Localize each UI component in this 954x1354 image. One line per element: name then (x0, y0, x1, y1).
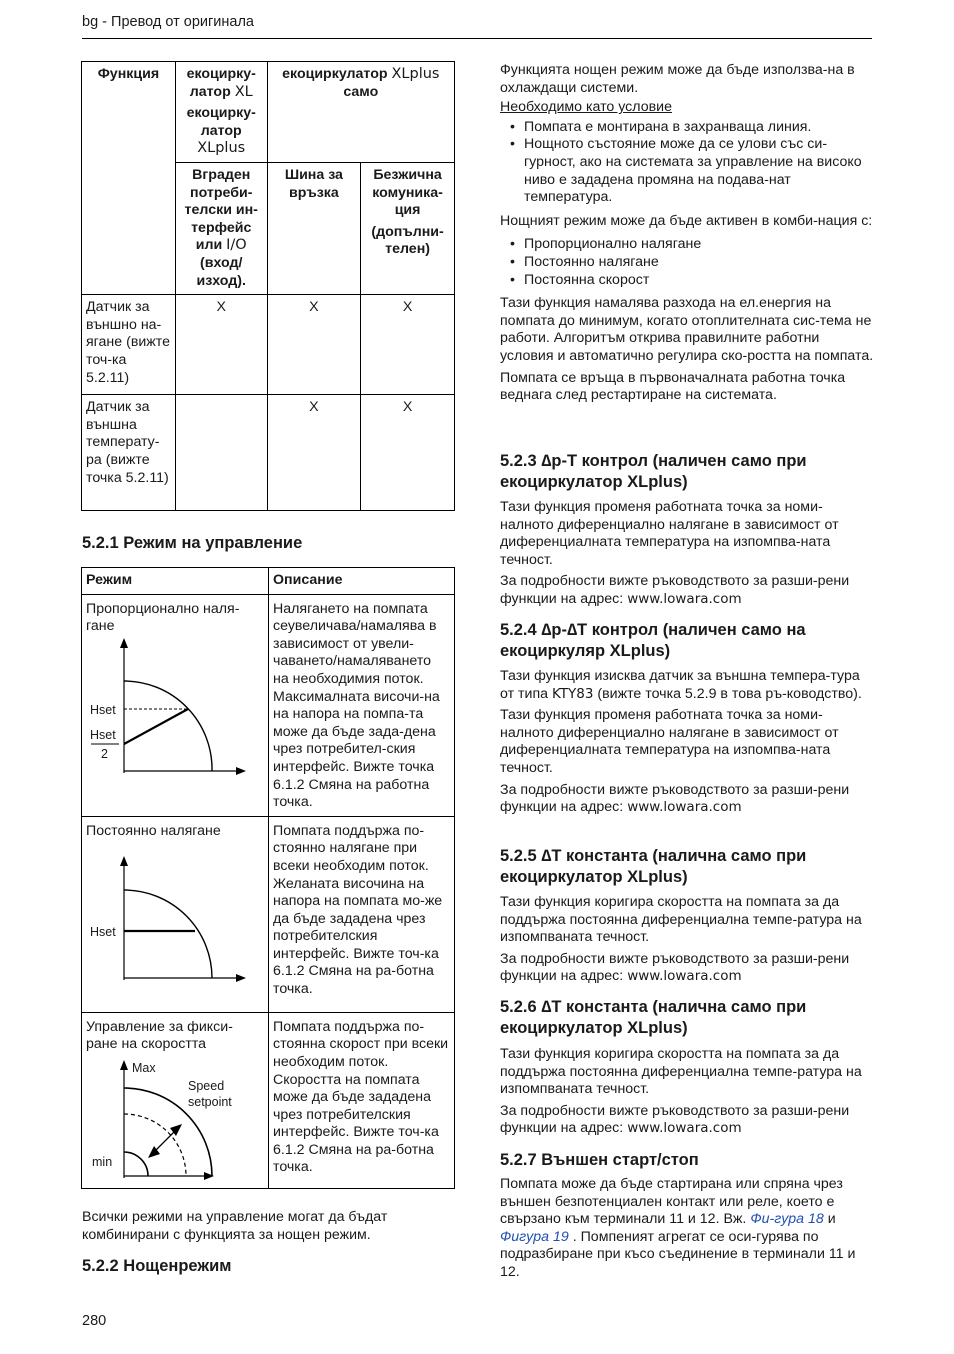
hset-label: Hset (90, 702, 116, 717)
url-link[interactable]: www.lowara.com (627, 590, 742, 607)
mode-description: Налягането на помпата сеувеличава/намалява в зависимост от увели-чаването/намаляването на необходимия поток. Максималната височи-на на напора на помпа-та може да бъде зада-дена чрез потребител-ския интерфейс. Вижте точка 6.1.2 Смяна на работна точка. (269, 594, 455, 816)
col-function: Функция (82, 62, 176, 295)
paragraph: Нощният режим може да бъде активен в комби-нация с: (500, 212, 873, 229)
paragraph: Тази функция коригира скоростта на помпата за да поддържа постоянна диференциална темпе-ратура на изпомпваната течност. (500, 894, 862, 946)
max-label: Max (132, 1060, 156, 1075)
cell-mark: X (361, 395, 455, 511)
page-number: 280 (82, 1313, 107, 1329)
list-item: • Помпата е монтирана в захранваща линия. (500, 119, 875, 137)
paragraph: Тази функция намалява разхода на ел.енергия на помпата до минимум, когато отоплителната сис-тема не работи. Алгоритъм открива правилните работни условия и автоматично регулира ско-ростта на помпата. (500, 295, 874, 364)
list-item: • Постоянна скорост (500, 272, 875, 290)
row-label: Датчик за външна температу-ра (вижте точка 5.2.11) (82, 395, 176, 511)
fixed-speed-diagram (86, 1054, 264, 1184)
table-row (82, 1012, 455, 1188)
header-rule (82, 38, 872, 39)
section-title-525: 5.2.5 ∆T константа (налична само при екоциркулатор XLplus) (500, 847, 807, 886)
table-row (82, 594, 455, 816)
section-title-527: 5.2.7 Външен старт/стоп (500, 1151, 699, 1169)
url-link[interactable]: www.lowara.com (627, 968, 742, 985)
cell-mark: X (361, 295, 455, 395)
section-title-523: 5.2.3 ∆p-T контрол (наличен само при екоциркулатор XLplus) (500, 452, 807, 491)
paragraph: Функцията нощен режим може да бъде използва-на в охлаждащи системи. (500, 62, 855, 96)
paragraph: За подробности вижте ръководството за разши-рени функции на адрес: www.lowara.com (500, 781, 850, 816)
row-label: Датчик за външно на-ягане (вижте точ-ка 5.2.11) (82, 295, 176, 395)
mode-label: Управление за фикси-ране на скоростта (86, 1018, 233, 1053)
col-xl: екоцирку-латор XL екоцирку-латор XLplus (175, 62, 267, 163)
running-header (82, 14, 254, 32)
col-xlplus-only: екоциркулатор XLplus само (267, 62, 454, 163)
sub-builtin: Вграден потреби-телски ин-терфейс или I/O (вход/изход). (175, 162, 267, 294)
list-item: • Постоянно налягане (500, 254, 875, 272)
half-denominator-label: 2 (101, 746, 108, 761)
section-title-522: 5.2.2 Нощенрежим (82, 1257, 232, 1275)
list-item: • Пропорционално налягане (500, 236, 875, 254)
url-link[interactable]: www.lowara.com (627, 799, 742, 816)
prerequisite-list (500, 119, 875, 207)
cell-mark: X (175, 295, 267, 395)
function-table (81, 61, 455, 511)
url-link[interactable]: www.lowara.com (627, 1120, 742, 1137)
paragraph: Тази функция коригира скоростта на помпата за да поддържа постоянна диференциална темпе-ратура на изпомпваната течност. (500, 1046, 862, 1098)
paragraph: Помпата се връща в първоначалната работна точка веднага след рестартиране на системата. (500, 369, 846, 404)
setpoint-label: setpoint (188, 1094, 232, 1109)
control-mode-table (81, 567, 455, 1189)
col-description: Описание (269, 568, 455, 595)
cell-mark: X (267, 395, 361, 511)
hset-label: Hset (90, 925, 116, 940)
table-row (82, 395, 455, 511)
prerequisite-heading: Необходимо като условие (500, 99, 672, 116)
table-row (82, 816, 455, 1012)
hset-half-label: Hset (90, 727, 116, 742)
section-title-526: 5.2.6 ∆T константа (налична само при екоциркулатор XLplus) (500, 998, 807, 1037)
figure-19-link[interactable]: Фигура 19 (500, 1228, 569, 1245)
sub-wireless: Безжична комуника-ция (допълни-телен) (361, 162, 455, 294)
list-item: • Нощното състояние може да се улови със си-гурност, ако на системата за управление на високо ниво е зададена промяна на подава-нат температура. (500, 136, 875, 206)
right-column (500, 62, 875, 405)
speed-label: Speed (188, 1078, 225, 1093)
section-title-521: 5.2.1 Режим на управление (82, 534, 303, 552)
combination-list (500, 236, 875, 289)
proportional-pressure-diagram (86, 636, 264, 786)
modes-combination-note: Всички режими на управление могат да бъдат комбинирани с функцията за нощен режим. (82, 1209, 388, 1243)
paragraph: Помпата може да бъде стартирана или спряна чрез външен безпотенциален контакт или реле, което е свързано към терминали 11 и 12. Вж. Фи-гура 18 и Фигура 19 . Помпеният агрегат се оси-гурява по подразбиране при късо съединение в терминали 11 и 12. (500, 1176, 856, 1280)
paragraph: За подробности вижте ръководството за разши-рени функции на адрес: www.lowara.com (500, 1102, 850, 1137)
figure-18-link[interactable]: Фи-гура 18 (750, 1211, 824, 1228)
paragraph: За подробности вижте ръководството за разши-рени функции на адрес: www.lowara.com (500, 950, 850, 985)
min-label: min (92, 1154, 113, 1169)
paragraph: Тази функция променя работната точка за номи-налното диференциално налягане в зависимост от диференциалната температура на изпомпва-ната течност. (500, 707, 839, 776)
col-mode: Режим (82, 568, 269, 595)
mode-label: Пропорционално наля-гане (86, 600, 240, 635)
paragraph: За подробности вижте ръководството за разши-рени функции на адрес: www.lowara.com (500, 573, 850, 607)
sub-bus: Шина за връзка (267, 162, 361, 294)
paragraph: Тази функция променя работната точка за номи-налното диференциално налягане в зависимост от диференциалната температура на изпомпва-ната течност. (500, 499, 839, 568)
table-row (82, 295, 455, 395)
cell-mark (175, 395, 267, 511)
header-title: Превод от оригинала (111, 14, 254, 30)
mode-description: Помпата поддържа по-стоянна скорост при всеки необходим поток. Скоростта на помпата може да бъде зададена чрез потребителския интерфейс. Вижте точ-ка 6.1.2 Смяна на ра-ботна точка. (269, 1012, 455, 1188)
header-sep: - (98, 14, 112, 30)
header-lang: bg (82, 14, 99, 30)
mode-description: Помпата поддържа по-стоянно налягане при всеки необходим поток. Желаната височина на напора на помпата мо-же да бъде зададена чрез потребителския интерфейс. Вижте точ-ка 6.1.2 Смяна на ра-ботна точка. (269, 816, 455, 1012)
paragraph: Тази функция изисква датчик за външна темпера-тура от типа KTY83 (вижте точка 5.2.9 в това ръ-ководство). (500, 668, 862, 702)
mode-label: Постоянно налягане (86, 822, 221, 839)
section-title-524: 5.2.4 ∆p-∆T контрол (наличен само на екоциркуляр XLplus) (500, 621, 806, 660)
constant-pressure-diagram (86, 840, 264, 990)
cell-mark: X (267, 295, 361, 395)
